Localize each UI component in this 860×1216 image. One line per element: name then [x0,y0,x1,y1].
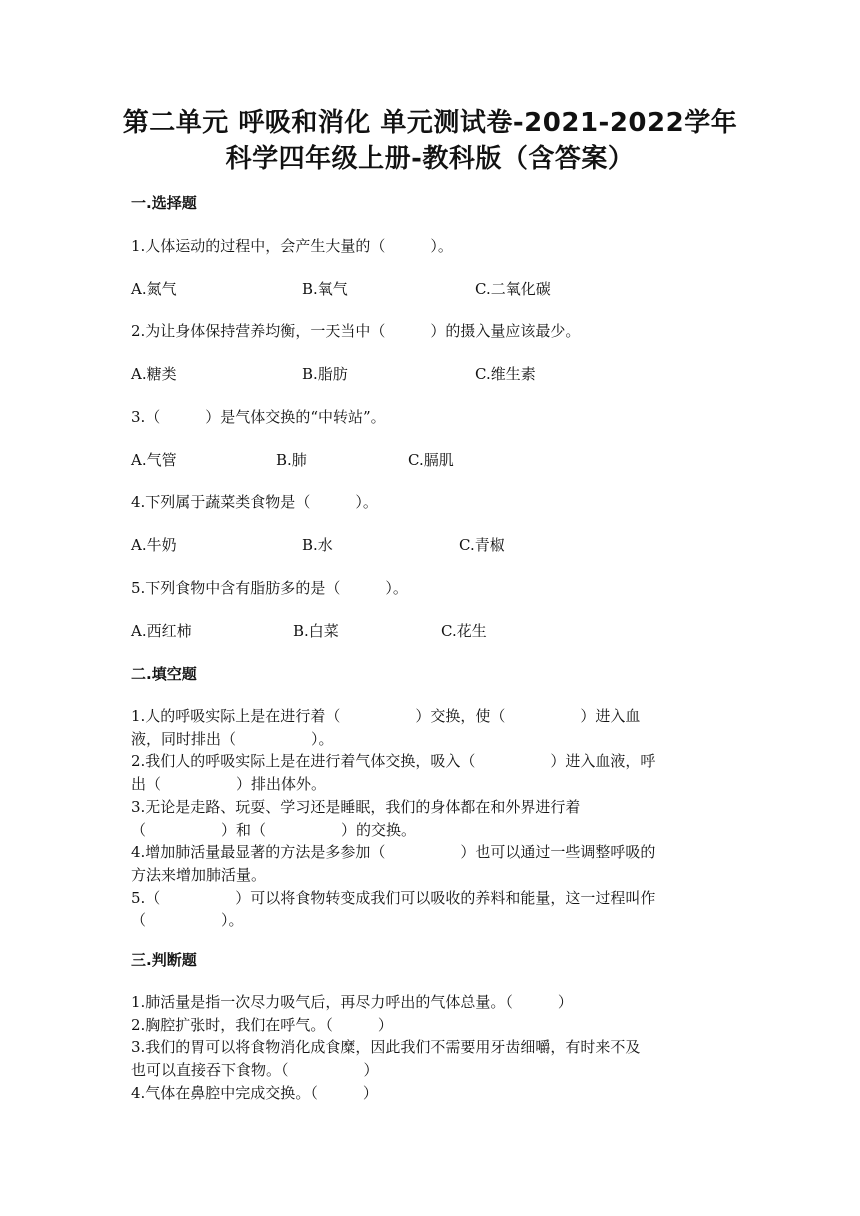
choice-question-2: 2.为让身体保持营养均衡，一天当中（ ）的摄入量应该最少。 [131,322,581,340]
judge-line: 4.气体在鼻腔中完成交换。（ ） [131,1083,378,1102]
fill-line: 1.人的呼吸实际上是在进行着（ ）交换，使（ ）进入血 [131,707,641,725]
fill-block [131,705,731,932]
choice-option: C.花生 [441,622,487,640]
choice-option: B.白菜 [293,622,339,640]
choice-question-3: 3.（ ）是气体交换的“中转站”。 [131,408,386,426]
fill-line: （ ）和（ ）的交换。 [131,820,417,839]
section-heading-fill: 二.填空题 [131,665,197,683]
choice-option: B.水 [302,536,333,554]
fill-line: 方法来增加肺活量。 [131,865,267,884]
choice-option: C.青椒 [459,536,505,554]
choice-option: B.脂肪 [302,365,348,383]
fill-line: 5.（ ）可以将食物转变成我们可以吸收的养料和能量，这一过程叫作 [131,888,656,907]
choice-option: A.糖类 [131,365,177,383]
choice-option: C.二氧化碳 [475,280,551,298]
fill-line: （ ）。 [131,911,244,930]
choice-option: A.牛奶 [131,536,177,554]
choice-option: A.氮气 [131,280,177,298]
fill-line: 3.无论是走路、玩耍、学习还是睡眠，我们的身体都在和外界进行着 [131,797,581,816]
choice-option: B.氧气 [302,280,348,298]
judge-line: 也可以直接吞下食物。（ ） [131,1061,379,1080]
title-line-1: 第二单元 呼吸和消化 单元测试卷-2021-2022学年 [122,108,738,138]
fill-line: 出（ ）排出体外。 [131,775,327,794]
fill-line: 4.增加肺活量最显著的方法是多参加（ ）也可以通过一些调整呼吸的 [131,843,656,862]
judge-block [131,991,731,1105]
title-line-2: 科学四年级上册-教科版（含答案） [225,144,635,174]
choice-option: A.气管 [131,451,177,469]
choice-option: C.维生素 [475,365,536,383]
fill-line: 2.我们人的呼吸实际上是在进行着气体交换，吸入（ ）进入血液，呼 [131,752,656,771]
choice-question-5: 5.下列食物中含有脂肪多的是（ ）。 [131,579,408,597]
fill-line: 液，同时排出（ ）。 [131,729,334,748]
section-heading-choice: 一.选择题 [131,194,197,212]
judge-line: 1.肺活量是指一次尽力吸气后，再尽力呼出的气体总量。（ ） [131,993,573,1011]
choice-option: C.膈肌 [408,451,454,469]
section-heading-judge: 三.判断题 [131,951,197,969]
choice-question-4: 4.下列属于蔬菜类食物是（ ）。 [131,493,378,511]
judge-line: 3.我们的胃可以将食物消化成食糜，因此我们不需要用牙齿细嚼，有时来不及 [131,1038,641,1057]
choice-option: B.肺 [276,451,307,469]
judge-line: 2.胸腔扩张时，我们在呼气。（ ） [131,1015,393,1034]
choice-question-1: 1.人体运动的过程中，会产生大量的（ ）。 [131,237,453,255]
choice-option: A.西红柿 [131,622,192,640]
